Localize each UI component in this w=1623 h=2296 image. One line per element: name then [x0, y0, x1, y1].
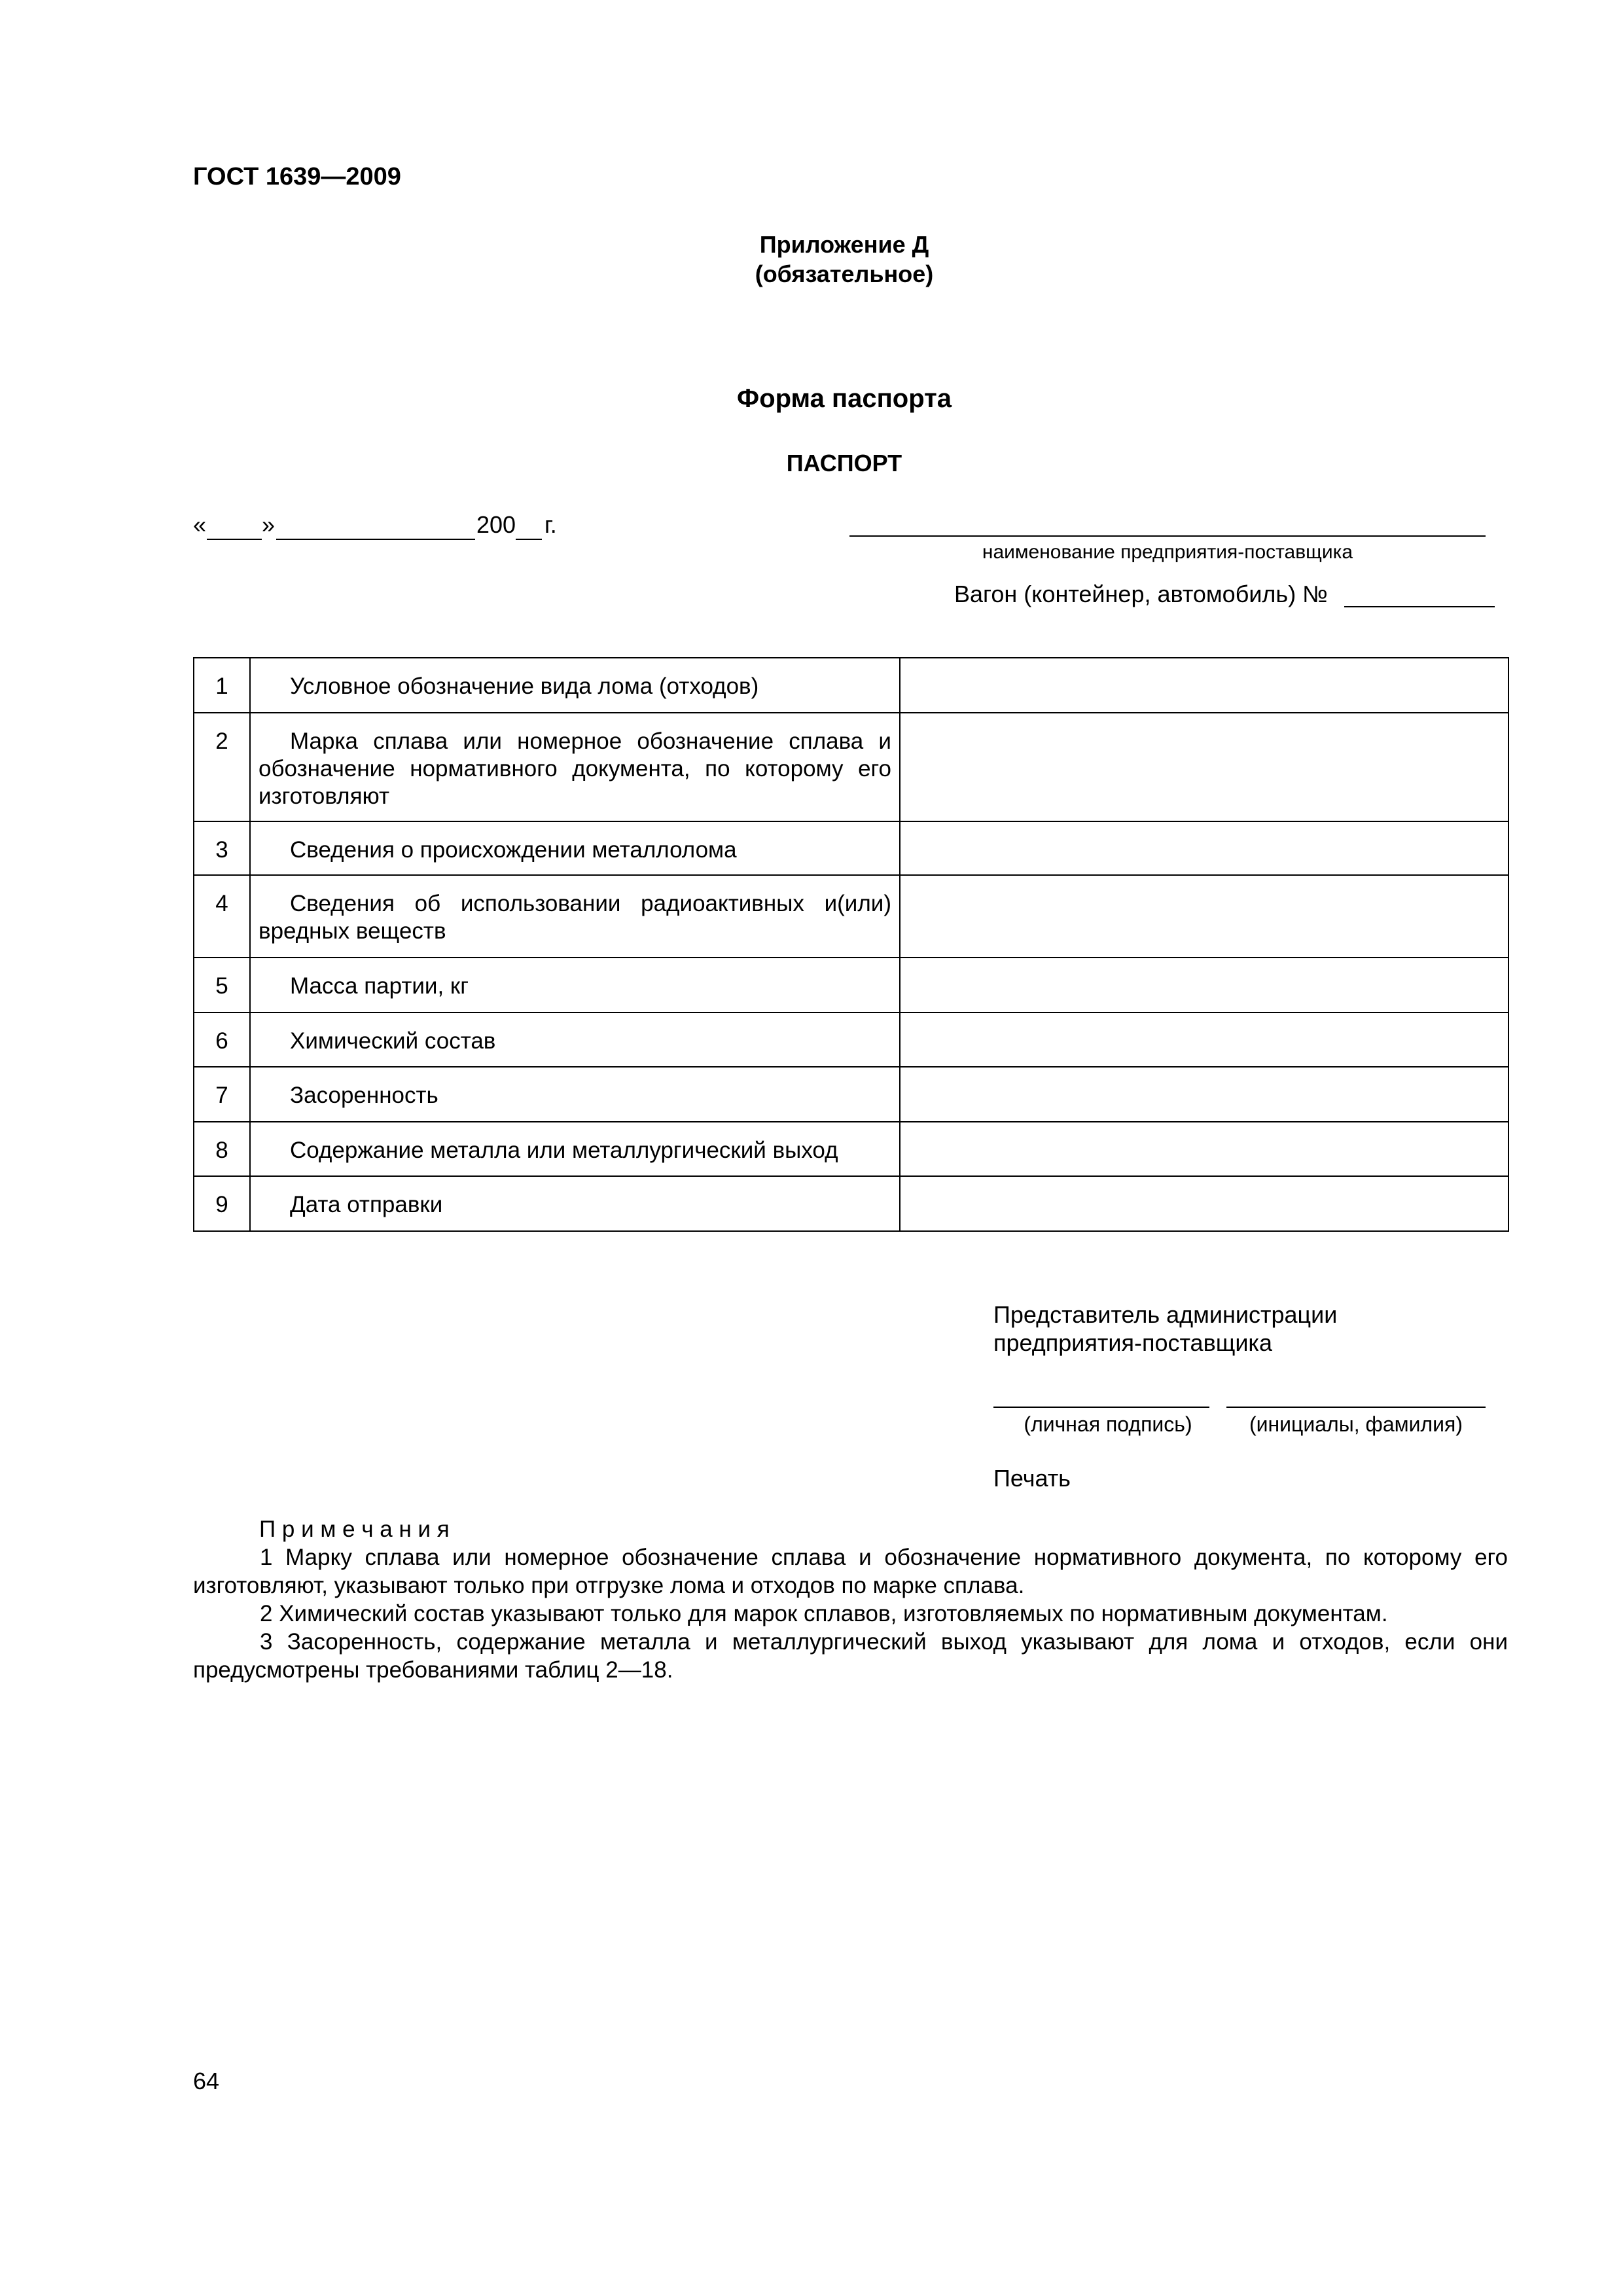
- date-close-quote: »: [262, 511, 276, 538]
- row-value-cell[interactable]: [900, 658, 1508, 713]
- year-suffix: г.: [544, 511, 557, 538]
- row-label: Масса партии, кг: [250, 958, 900, 1013]
- day-blank[interactable]: [207, 539, 262, 540]
- standard-code: ГОСТ 1639—2009: [193, 163, 401, 190]
- row-value-cell[interactable]: [900, 713, 1508, 821]
- wagon-label: Вагон (контейнер, автомобиль) №: [954, 581, 1328, 607]
- form-title: Форма паспорта: [737, 384, 952, 413]
- row-number: 1: [194, 658, 250, 713]
- date-open-quote: «: [193, 511, 207, 538]
- row-label: Содержание металла или металлургический выход: [250, 1122, 900, 1176]
- row-label: Засоренность: [250, 1067, 900, 1122]
- row-value-cell[interactable]: [900, 1013, 1508, 1067]
- row-number: 5: [194, 958, 250, 1013]
- row-value-cell[interactable]: [900, 1122, 1508, 1176]
- row-number: 4: [194, 875, 250, 958]
- table-row: [194, 1013, 1508, 1067]
- row-number: 3: [194, 821, 250, 875]
- row-label: Сведения об использовании радиоактивных и(или) вредных веществ: [250, 875, 900, 958]
- note-item: 1 Марку сплава или номерное обозначение сплава и обозначение нормативного документа, по которому его изготовляют, указывают только при отгрузке лома и отходов по марке сплава.: [193, 1545, 1508, 1598]
- supplier-name-caption: наименование предприятия-поставщика: [982, 541, 1353, 563]
- row-number: 9: [194, 1176, 250, 1231]
- row-label: Марка сплава или номерное обозначение сплава и обозначение нормативного документа, по которому его изготовляют: [250, 713, 900, 821]
- appendix-status: (обязательное): [755, 260, 934, 287]
- name-blank[interactable]: [1226, 1407, 1486, 1408]
- table-row: [194, 713, 1508, 821]
- name-caption: (инициалы, фамилия): [1249, 1412, 1463, 1436]
- row-value-cell[interactable]: [900, 875, 1508, 958]
- row-label: Дата отправки: [250, 1176, 900, 1231]
- table-row: [194, 821, 1508, 875]
- year-blank[interactable]: [516, 539, 542, 540]
- table-row: [194, 658, 1508, 713]
- row-number: 7: [194, 1067, 250, 1122]
- note-item: 2 Химический состав указывают только для марок сплавов, изготовляемых по нормативным документам.: [260, 1601, 1388, 1626]
- year-prefix: 200: [476, 511, 516, 538]
- row-value-cell[interactable]: [900, 1176, 1508, 1231]
- appendix-title: Приложение Д: [759, 231, 929, 258]
- passport-table: [193, 657, 1509, 1232]
- signature-blank[interactable]: [993, 1407, 1209, 1408]
- representative-line-1: Представитель администрации: [993, 1301, 1338, 1328]
- supplier-name-blank[interactable]: [849, 535, 1486, 537]
- table-row: [194, 875, 1508, 958]
- row-number: 6: [194, 1013, 250, 1067]
- wagon-number-blank[interactable]: [1344, 606, 1495, 607]
- passport-title: ПАСПОРТ: [786, 450, 902, 476]
- month-blank[interactable]: [276, 539, 475, 540]
- notes-list: [193, 1543, 1508, 1684]
- row-label: Сведения о происхождении металлолома: [250, 821, 900, 875]
- stamp-label: Печать: [993, 1465, 1071, 1492]
- table-row: [194, 958, 1508, 1013]
- row-value-cell[interactable]: [900, 1067, 1508, 1122]
- page-number: 64: [193, 2068, 220, 2094]
- row-label: Химический состав: [250, 1013, 900, 1067]
- row-label: Условное обозначение вида лома (отходов): [250, 658, 900, 713]
- row-number: 2: [194, 713, 250, 821]
- row-value-cell[interactable]: [900, 821, 1508, 875]
- representative-line-2: предприятия-поставщика: [993, 1329, 1272, 1356]
- notes-heading: П р и м е ч а н и я: [259, 1516, 450, 1542]
- table-row: [194, 1122, 1508, 1176]
- row-number: 8: [194, 1122, 250, 1176]
- table-row: [194, 1176, 1508, 1231]
- row-value-cell[interactable]: [900, 958, 1508, 1013]
- note-item: 3 Засоренность, содержание металла и металлургический выход указывают для лома и отходов, если они предусмотрены требованиями таблиц 2—18.: [193, 1629, 1508, 1683]
- signature-caption: (личная подпись): [1024, 1412, 1192, 1436]
- table-row: [194, 1067, 1508, 1122]
